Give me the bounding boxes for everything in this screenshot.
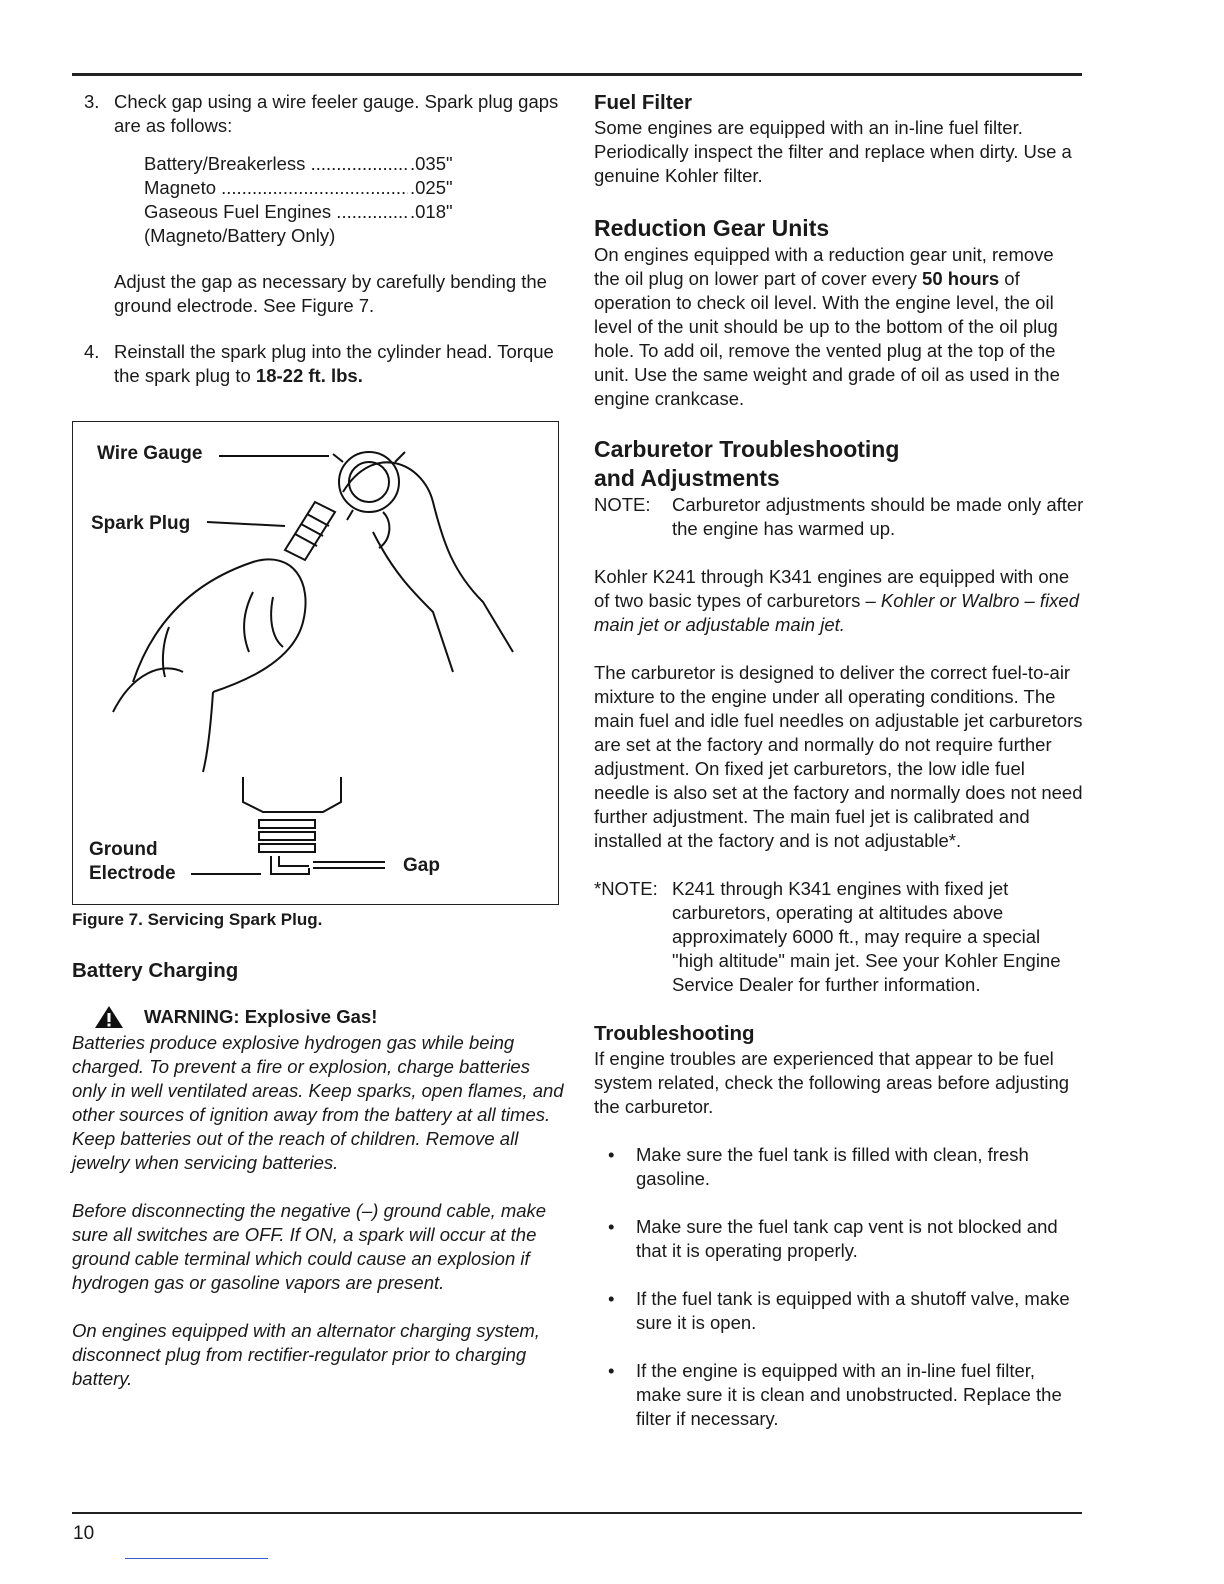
altitude-note [594,877,1084,997]
figure-7 [72,421,559,905]
gap-spec-row [144,200,564,224]
warning-text: Batteries produce explosive hydrogen gas while being charged. To prevent a fire or explosion, charge batteries only in well ventilated areas. Keep sparks, open flames, and other sources of ignition away from the battery at all times. Keep batteries out of the reach of children. Remove all jewelry when servicing batteries. [72,1032,564,1173]
reduction-text-b: of operation to check oil level. With the engine level, the oil level of the unit should be up to the bottom of the oil plug hole. To add oil, remove the vented plug at the top of the unit. Use the same weight and grade of oil as used in the engine crankcase. [594,268,1060,409]
carb-heading-line-2: and Adjustments [594,465,780,491]
gap-spec-value: .025" [410,177,453,198]
gap-spec-row [144,152,564,176]
label-wire-gauge: Wire Gauge [97,443,203,464]
warning-header [72,1005,377,1029]
bullet-text: If the fuel tank is equipped with a shutoff valve, make sure it is open. [636,1288,1070,1333]
label-electrode: Electrode [89,863,176,884]
link-underline [125,1558,268,1559]
left-column [72,90,564,388]
gap-spec-table [144,152,564,248]
bullet-icon: • [608,1216,615,1237]
label-ground: Ground [89,839,158,860]
troubleshooting-heading: Troubleshooting [594,1022,755,1045]
step-4-text [114,340,564,388]
gap-spec-label: Magneto ..... [144,176,408,200]
warning-title: WARNING: Explosive Gas! [144,1006,378,1027]
carb-note [594,493,1084,541]
gap-spec-label: Gaseous Fuel Engines ..... [144,200,408,224]
battery-heading: Battery Charging [72,959,239,982]
altitude-note-text: K241 through K341 engines with fixed jet carburetors, operating at altitudes above approximately 6000 ft., may require a special "high altitude" main jet. See your Kohler Engine Service Dealer for further information. [672,878,1061,995]
bullet-icon: • [608,1144,615,1165]
step-3-number: 3. [84,91,100,112]
carb-note-label: NOTE: [594,494,651,515]
adjust-gap-text: Adjust the gap as necessary by carefully bending the ground electrode. See Figure 7. [114,271,547,316]
gap-spec-note: (Magneto/Battery Only) [144,225,336,246]
altitude-note-label: *NOTE: [594,878,658,899]
carb-para-2: The carburetor is designed to deliver the correct fuel-to-air mixture to the engine under all operating conditions. The main fuel and idle fuel needles on adjustable jet carburetors are set at the factory and normally do not require further adjustment. On fixed jet carburetors, the low idle fuel needle is also set at the factory and normally does not need further adjustment. The main fuel jet is calibrated and installed at the factory and is not adjustable*. [594,662,1083,851]
reduction-text [594,243,1084,411]
figure-caption: Figure 7. Servicing Spark Plug. [72,910,323,929]
gap-spec-label: Battery/Breakerless ..... [144,152,408,176]
step-4 [72,340,564,388]
list-item [594,1359,1084,1431]
list-item [594,1215,1084,1263]
top-rule [72,73,1082,76]
bullet-icon: • [608,1288,615,1309]
reduction-text-a: On engines equipped with a reduction gear unit, remove the oil plug on lower part of cover every [594,244,1054,289]
torque-value: 18-22 ft. lbs. [255,365,363,386]
reduction-hours: 50 hours [922,268,1000,289]
battery-para-3: On engines equipped with an alternator charging system, disconnect plug from rectifier-regulator prior to charging battery. [72,1320,540,1389]
carb-para-1-b: Kohler or Walbro – fixed main jet or adjustable main jet. [594,590,1080,635]
page-number: 10 [73,1523,95,1544]
battery-para-2: Before disconnecting the negative (–) ground cable, make sure all switches are OFF. If ON, a spark will occur at the ground cable terminal which could cause an explosion if hydrogen gas or gasoline vapors are present. [72,1200,547,1293]
right-column [594,90,1084,1431]
bullet-text: Make sure the fuel tank cap vent is not blocked and that it is operating properly. [636,1216,1058,1261]
carb-para-1-a: Kohler K241 through K341 engines are equipped with one of two basic types of carburetors – [594,566,1070,611]
gap-spec-value: .018" [410,201,453,222]
step-3 [72,90,564,138]
fuel-filter-text: Some engines are equipped with an in-line fuel filter. Periodically inspect the filter and replace when dirty. Use a genuine Kohler filter. [594,117,1072,186]
step-4-body: Reinstall the spark plug into the cylinder head. Torque the spark plug to [114,341,554,386]
spark-plug-illustration [73,422,557,903]
step-4-number: 4. [84,341,100,362]
label-gap: Gap [403,855,440,876]
label-spark-plug: Spark Plug [91,513,191,534]
battery-body [72,1031,564,1391]
gap-spec-row [144,176,564,200]
gap-spec-value: .035" [410,153,453,174]
troubleshooting-text: If engine troubles are experienced that appear to be fuel system related, check the following areas before adjusting the carburetor. [594,1048,1070,1117]
step-3-text: Check gap using a wire feeler gauge. Spark plug gaps are as follows: [114,91,559,136]
carb-para-1 [594,565,1084,637]
battery-section [72,958,564,984]
warning-icon [94,1005,124,1029]
list-item [594,1287,1084,1335]
bottom-rule [72,1512,1082,1514]
bullet-text: If the engine is equipped with an in-line fuel filter, make sure it is clean and unobstructed. Replace the filter if necessary. [636,1360,1062,1429]
carb-note-text: Carburetor adjustments should be made only after the engine has warmed up. [672,494,1084,539]
fuel-filter-heading: Fuel Filter [594,91,692,114]
reduction-heading: Reduction Gear Units [594,215,830,241]
bullet-icon: • [608,1360,615,1381]
carb-heading-line-1: Carburetor Troubleshooting [594,436,900,462]
bullet-text: Make sure the fuel tank is filled with clean, fresh gasoline. [636,1144,1029,1189]
list-item [594,1143,1084,1191]
